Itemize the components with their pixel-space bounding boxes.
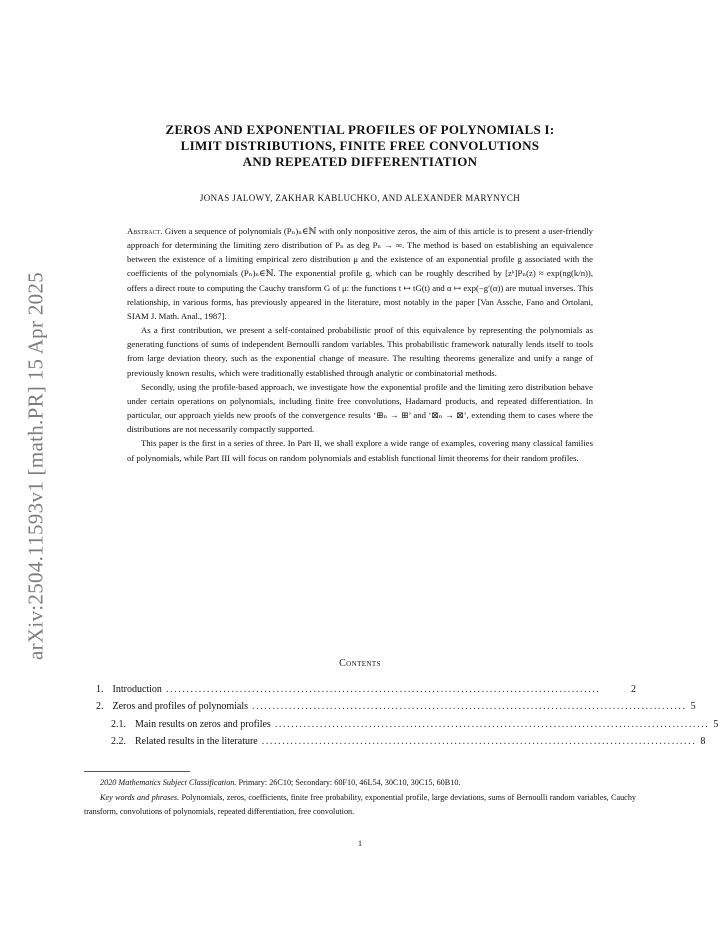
keywords-label: Key words and phrases. (100, 792, 180, 802)
abstract-text-1: Given a sequence of polynomials (Pₙ)ₙ∈ℕ with only nonpositive zeros, the aim of this article is to present a user-friendly approach for determining the limiting zero distribution of Pₙ as deg Pₙ → ∞. The method is based on establishing an equivalence between the existence of a limiting empirical zero distribution μ and the existence of an exponential profile g associated with the coefficients of the polynomials (Pₙ)ₙ∈ℕ. The exponential profile g, which can be roughly described by [zᵏ]Pₙ(z) ≈ exp(ng(k/n)), offers a direct route to computing the Cauchy transform G of μ: the functions t ↦ tG(t) and α ↦ exp(−g′(α)) are mutual inverses. This relationship, in various forms, has previously appeared in the literature, most notably in the paper [Van Assche, Fano and Ortolani, SIAM J. Math. Anal., 1987]. (127, 226, 594, 321)
title-line-3: AND REPEATED DIFFERENTIATION (242, 154, 478, 169)
toc-entry-page: 5 (690, 701, 696, 713)
toc-entry-label: Main results on zeros and profiles (135, 718, 271, 730)
abstract-paragraph-3: Secondly, using the profile-based approach, we investigate how the exponential profile and the limiting zero distribution behave under certain operations on polynomials, including finite free convolutions, Hadamard products, and repeated differentiation. In particular, our approach yields new proofs of the convergence results ‘⊞ₙ → ⊞’ and ‘⊠ₙ → ⊠’, extending them to cases where the distributions are not necessarily compactly supported. (127, 381, 593, 435)
toc-leader-dots: .......................................................................................................... (165, 684, 601, 695)
title-line-1: ZEROS AND EXPONENTIAL PROFILES OF POLYNOMIALS I: (165, 122, 555, 137)
toc-entry-page: 2 (631, 684, 636, 695)
toc-entry-number: 2.1. (111, 718, 126, 730)
toc-entry-number: 2.2. (111, 735, 126, 747)
msc-codes: Primary: 26C10; Secondary: 60F10, 46L54, 30C10, 30C15, 60B10. (238, 778, 461, 787)
arxiv-sidebar-stamp (0, 0, 76, 932)
toc-leader-dots: .......................................................................................................... (252, 701, 687, 713)
abstract-paragraph-4: This paper is the first in a series of three. In Part II, we shall explore a wide range of examples, covering many classical families of polynomials, while Part III will focus on random polynomials and establish functional limit theorems for their random profiles. (127, 438, 593, 463)
toc-entry-page: 5 (713, 718, 719, 730)
toc-entry[interactable] (96, 684, 636, 701)
keywords-footnote (84, 791, 636, 820)
toc-entry[interactable] (96, 718, 719, 736)
footnotes (84, 776, 636, 820)
toc-entry[interactable] (96, 735, 706, 753)
abstract (127, 224, 593, 465)
abstract-heading: Abstract. (127, 226, 163, 236)
author-list: JONAS JALOWY, ZAKHAR KABLUCHKO, AND ALEXANDER MARYNYCH (199, 193, 521, 203)
toc-entry-label: Introduction (112, 684, 162, 695)
msc-label: 2020 Mathematics Subject Classification. (100, 778, 237, 787)
keywords-text: Polynomials, zeros, coefficients, finite free probability, exponential profile, large deviations, sums of Bernoulli random variables, Cauchy transform, convolutions of polynomials, repeated differentiation, free convolution. (84, 792, 637, 816)
title-line-2: LIMIT DISTRIBUTIONS, FINITE FREE CONVOLUTIONS (180, 138, 540, 153)
abstract-paragraph-2: As a first contribution, we present a self-contained probabilistic proof of this equivalence by representing the polynomials as generating functions of sums of independent Bernoulli random variables. This probabilistic framework naturally lends itself to tools from large deviation theory, such as the exponential change of measure. The resulting theorems generalize and unify a range of previously known results, which were traditionally established through analytic or combinatorial methods. (127, 325, 593, 378)
toc-entry-label: Zeros and profiles of polynomials (112, 701, 249, 713)
toc-entry-label: Related results in the literature (135, 735, 258, 747)
toc-entry-page: 8 (700, 735, 706, 747)
toc-entry-number: 2. (96, 701, 104, 713)
arxiv-identifier: arXiv:2504.11593v1 [math.PR] 15 Apr 2025 (23, 271, 48, 661)
footnote-divider (84, 771, 190, 772)
abstract-paragraph-1 (127, 224, 593, 323)
page-number: 1 (358, 839, 362, 848)
contents-heading: Contents (339, 658, 381, 669)
toc-leader-dots: .......................................................................................................... (274, 718, 710, 730)
toc-leader-dots: .......................................................................................................... (261, 735, 697, 747)
toc-entry[interactable] (96, 701, 696, 718)
paper-title (100, 122, 620, 170)
msc-footnote (84, 776, 636, 791)
toc-entry-number: 1. (96, 684, 104, 695)
table-of-contents (96, 684, 719, 753)
